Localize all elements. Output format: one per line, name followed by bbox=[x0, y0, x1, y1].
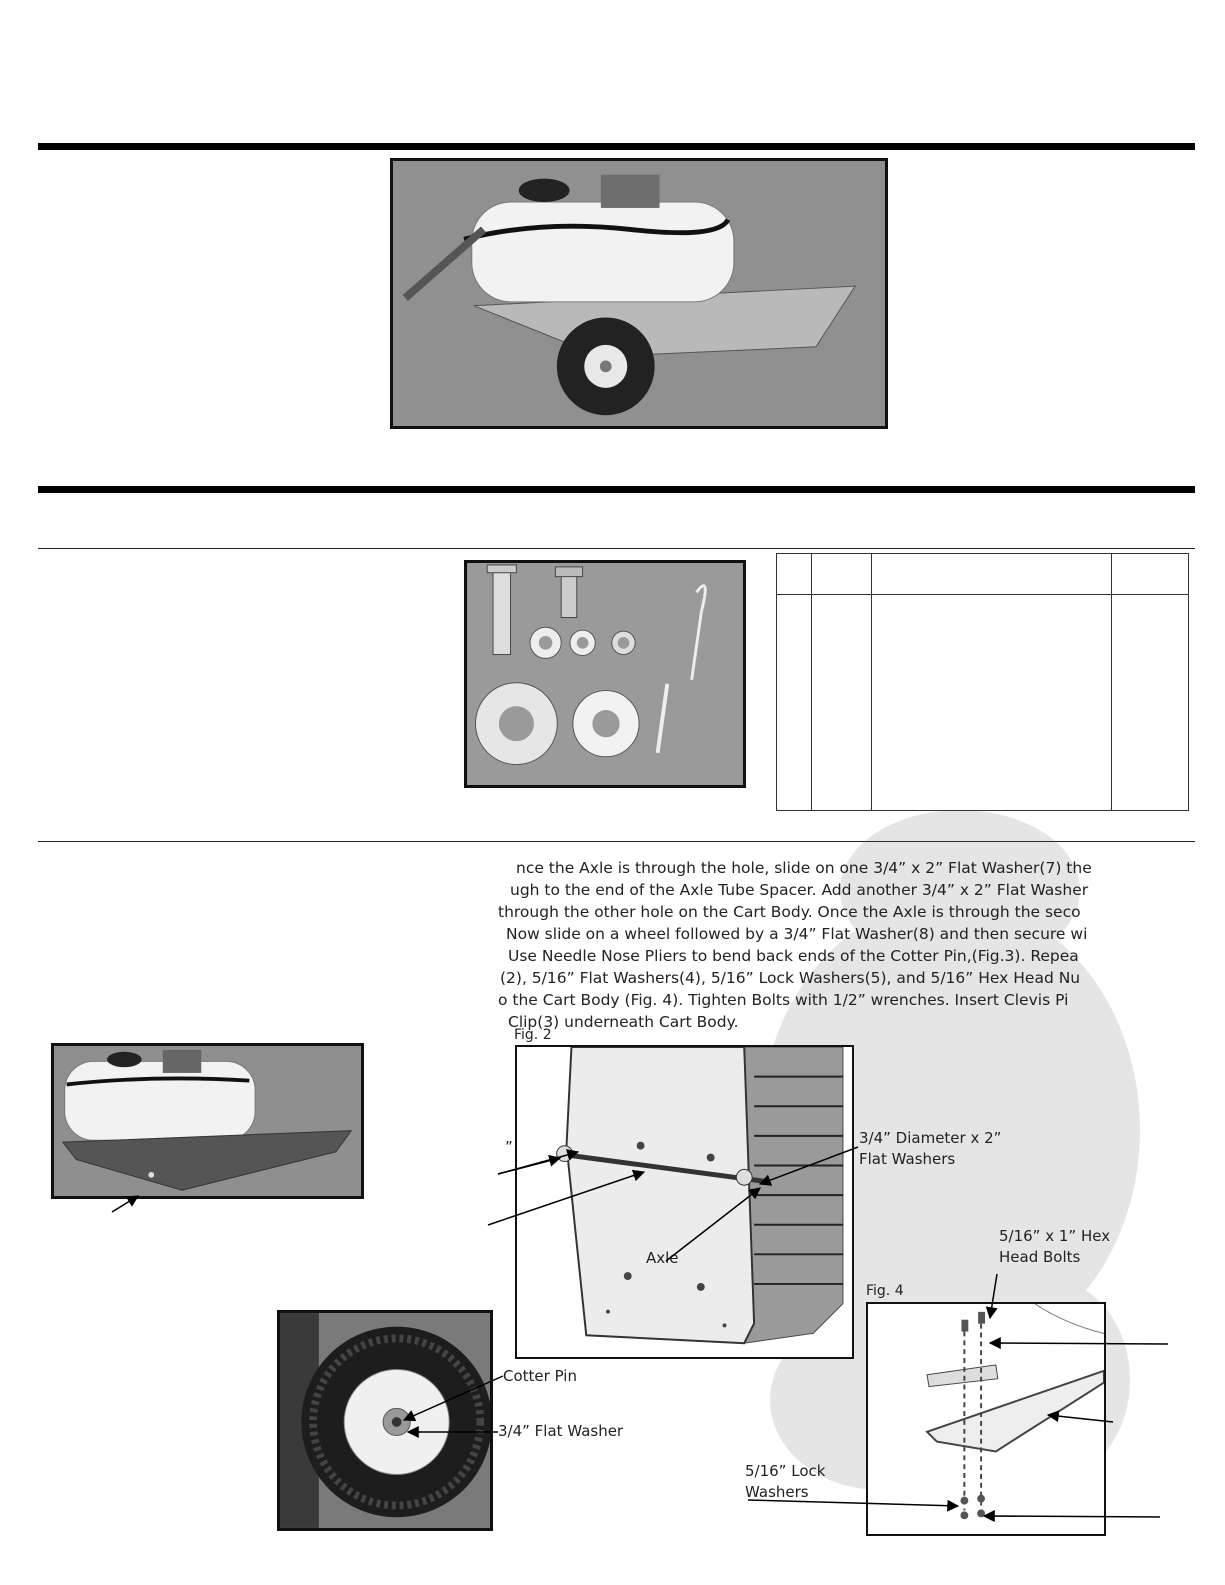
instruction-line: (2), 5/16” Flat Washers(4), 5/16” Lock Washers(5), and 5/16” Hex Head Nu bbox=[500, 969, 1081, 987]
instruction-line: Now slide on a wheel followed by a 3/4” Flat Washer(8) and then secure wi bbox=[506, 925, 1088, 943]
fig3-cotter-label: Cotter Pin bbox=[503, 1367, 577, 1385]
fig4-bolt-illustration bbox=[868, 1304, 1104, 1534]
hardware-parts-illustration bbox=[467, 563, 743, 785]
cart-body-photo bbox=[51, 1043, 364, 1199]
table-header-divider bbox=[777, 594, 1188, 595]
fig2-axle-label: Axle bbox=[646, 1249, 679, 1267]
instruction-line: Use Needle Nose Pliers to bend back ends of the Cotter Pin,(Fig.3). Repea bbox=[508, 947, 1079, 965]
instruction-line: nce the Axle is through the hole, slide on one 3/4” x 2” Flat Washer(7) the bbox=[516, 859, 1092, 877]
top-section-rule bbox=[38, 143, 1195, 150]
sprayer-cart-photo bbox=[390, 158, 888, 429]
table-column-divider bbox=[811, 554, 812, 810]
parts-list-table bbox=[776, 553, 1189, 811]
fig2-washers-label bbox=[859, 1128, 1001, 1170]
fig2-washers-label-text: 3/4” Diameter x 2” Flat Washers bbox=[859, 1129, 1002, 1168]
fig4-lock-label bbox=[745, 1461, 825, 1503]
fig4-lock-label-text: 5/16” Lock Washers bbox=[745, 1462, 826, 1501]
fig2-axle-illustration bbox=[517, 1047, 852, 1357]
wheel-photo bbox=[277, 1310, 493, 1531]
cart-body-illustration bbox=[54, 1046, 361, 1196]
fig2-axle-drawing bbox=[515, 1045, 854, 1359]
instruction-line: through the other hole on the Cart Body. Once the Axle is through the seco bbox=[498, 903, 1081, 921]
fig4-title: Fig. 4 bbox=[866, 1283, 904, 1299]
fig2-title: Fig. 2 bbox=[514, 1027, 552, 1043]
fig4-bolts-label-text: 5/16” x 1” Hex Head Bolts bbox=[999, 1227, 1111, 1266]
wheel-illustration bbox=[280, 1313, 490, 1528]
table-column-divider bbox=[1111, 554, 1112, 810]
instruction-line: o the Cart Body (Fig. 4). Tighten Bolts with 1/2” wrenches. Insert Clevis Pi bbox=[498, 991, 1069, 1009]
fig4-bolts-label bbox=[999, 1226, 1110, 1268]
fig4-bolt-drawing bbox=[866, 1302, 1106, 1536]
parts-section-rule bbox=[38, 548, 1195, 549]
fig3-washer-label: 3/4” Flat Washer bbox=[498, 1422, 624, 1440]
hardware-parts-photo bbox=[464, 560, 746, 788]
table-column-divider bbox=[871, 554, 872, 810]
second-section-rule bbox=[38, 486, 1195, 493]
instruction-line: ugh to the end of the Axle Tube Spacer. Add another 3/4” x 2” Flat Washer bbox=[510, 881, 1089, 899]
fig2-cut-mark: ” bbox=[505, 1138, 513, 1156]
sprayer-cart-illustration bbox=[393, 161, 885, 426]
instruction-line: Clip(3) underneath Cart Body. bbox=[508, 1013, 739, 1031]
